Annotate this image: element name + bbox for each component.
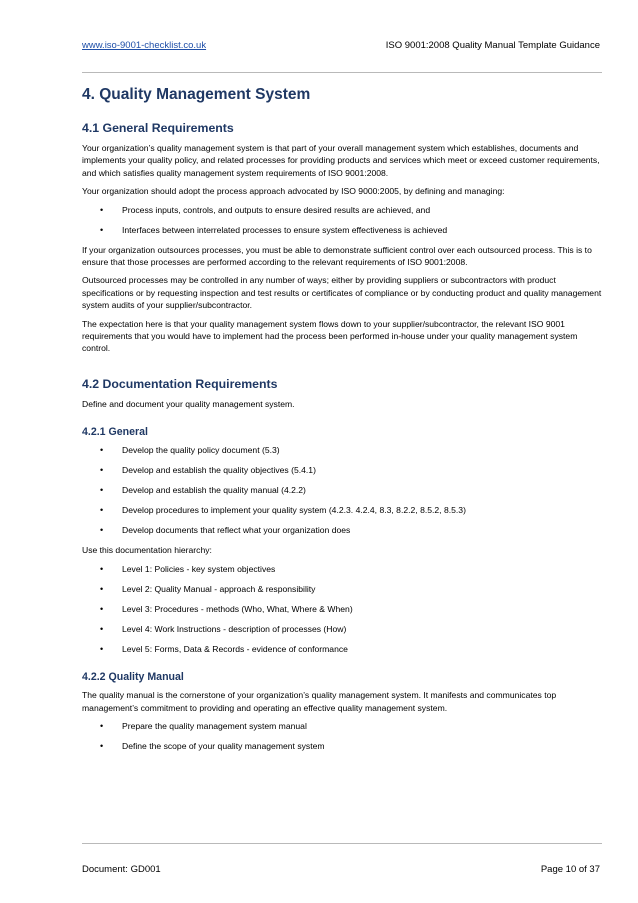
bullet-icon: • xyxy=(100,623,104,634)
list-item: • Level 3: Procedures - methods (Who, What, Where & When) xyxy=(100,603,353,614)
list-item: • Define the scope of your quality management system xyxy=(100,740,325,751)
paragraph: Your organization should adopt the process approach advocated by ISO 9000:2005, by defining and managing: xyxy=(82,186,505,197)
header-site-link[interactable]: www.iso-9001-checklist.co.uk xyxy=(82,40,207,51)
bullet-icon: • xyxy=(100,740,104,751)
bullet-icon: • xyxy=(100,583,104,594)
footer-page-number: Page 10 of 37 xyxy=(540,864,600,875)
list-item: • Prepare the quality management system manual xyxy=(100,720,307,731)
paragraph: Use this documentation hierarchy: xyxy=(82,545,212,556)
page-content xyxy=(82,86,602,760)
list-item: • Develop documents that reflect what your organization does xyxy=(100,525,351,536)
paragraph: If your organization outsources processes, you must be able to demonstrate sufficient control over each outsourced process. This is to ensure that those processes are performed according to the relevant requirements of ISO 9001:2008. xyxy=(82,244,592,268)
page-header xyxy=(82,40,602,51)
bullet-icon: • xyxy=(100,525,104,536)
list-item: • Develop and establish the quality objectives (5.4.1) xyxy=(100,465,316,476)
bullet-icon: • xyxy=(100,505,104,516)
bullet-icon: • xyxy=(100,603,104,614)
list-item: • Level 4: Work Instructions - description of processes (How) xyxy=(100,623,347,634)
bullet-list xyxy=(82,204,602,236)
bullet-icon: • xyxy=(100,485,104,496)
paragraph: Outsourced processes may be controlled in any number of ways; either by providing suppliers or subcontractors with product specifications or by requesting inspection and test results or certificates of compliance or by conducting product and quality management system audits of your supplier/subcontractor. xyxy=(82,275,602,311)
bullet-icon: • xyxy=(100,465,104,476)
list-item: • Level 5: Forms, Data & Records - evidence of conformance xyxy=(100,643,348,654)
bullet-icon: • xyxy=(100,563,104,574)
list-item: • Level 1: Policies - key system objectives xyxy=(100,563,276,574)
list-item: • Develop and establish the quality manual (4.2.2) xyxy=(100,485,306,496)
paragraph: The quality manual is the cornerstone of your organization’s quality management system. It manifests and communicates top management’s commitment to providing and operating an effective quality management system. xyxy=(82,690,557,713)
section-4-1-heading: 4.1 General Requirements xyxy=(82,121,234,135)
paragraph: Define and document your quality management system. xyxy=(82,398,295,409)
section-4-2-2-heading: 4.2.2 Quality Manual xyxy=(82,671,184,684)
hierarchy-list xyxy=(82,563,602,655)
paragraph: The expectation here is that your quality management system flows down to your supplier/subcontractor, the relevant ISO 9001 requirements that you would have to implement had the process been performed in-house under your quality management system control. xyxy=(82,318,578,354)
bullet-icon: • xyxy=(100,204,104,215)
header-divider xyxy=(82,72,602,73)
section-4-heading: 4. Quality Management System xyxy=(82,86,311,103)
bullet-icon: • xyxy=(100,224,104,235)
page-footer xyxy=(82,864,602,875)
bullet-icon: • xyxy=(100,720,104,731)
header-document-title: ISO 9001:2008 Quality Manual Template Guidance xyxy=(385,40,600,51)
list-item: • Level 2: Quality Manual - approach & responsibility xyxy=(100,583,316,594)
list-item: • Develop the quality policy document (5.3) xyxy=(100,445,280,456)
paragraph: Your organization’s quality management system is that part of your overall management system which establishes, documents and implements your quality policy, and related processes for providing products and services which meet or exceed customer requirements, and which satisfies quality management system requirements of ISO 9001:2008. xyxy=(82,143,600,178)
bullet-icon: • xyxy=(100,445,104,456)
footer-document-id: Document: GD001 xyxy=(82,864,161,875)
bullet-icon: • xyxy=(100,643,104,654)
footer-divider xyxy=(82,843,602,844)
section-4-2-1-heading: 4.2.1 General xyxy=(82,426,148,439)
list-item: • Develop procedures to implement your quality system (4.2.3. 4.2.4, 8.3, 8.2.2, 8.5.2, 8.5.3) xyxy=(100,505,466,516)
list-item: • Process inputs, controls, and outputs to ensure desired results are achieved, and xyxy=(100,204,431,215)
bullet-list xyxy=(82,720,602,752)
bullet-list xyxy=(82,444,602,536)
section-4-2-heading: 4.2 Documentation Requirements xyxy=(82,376,278,391)
list-item: • Interfaces between interrelated processes to ensure system effectiveness is achieved xyxy=(100,224,448,235)
